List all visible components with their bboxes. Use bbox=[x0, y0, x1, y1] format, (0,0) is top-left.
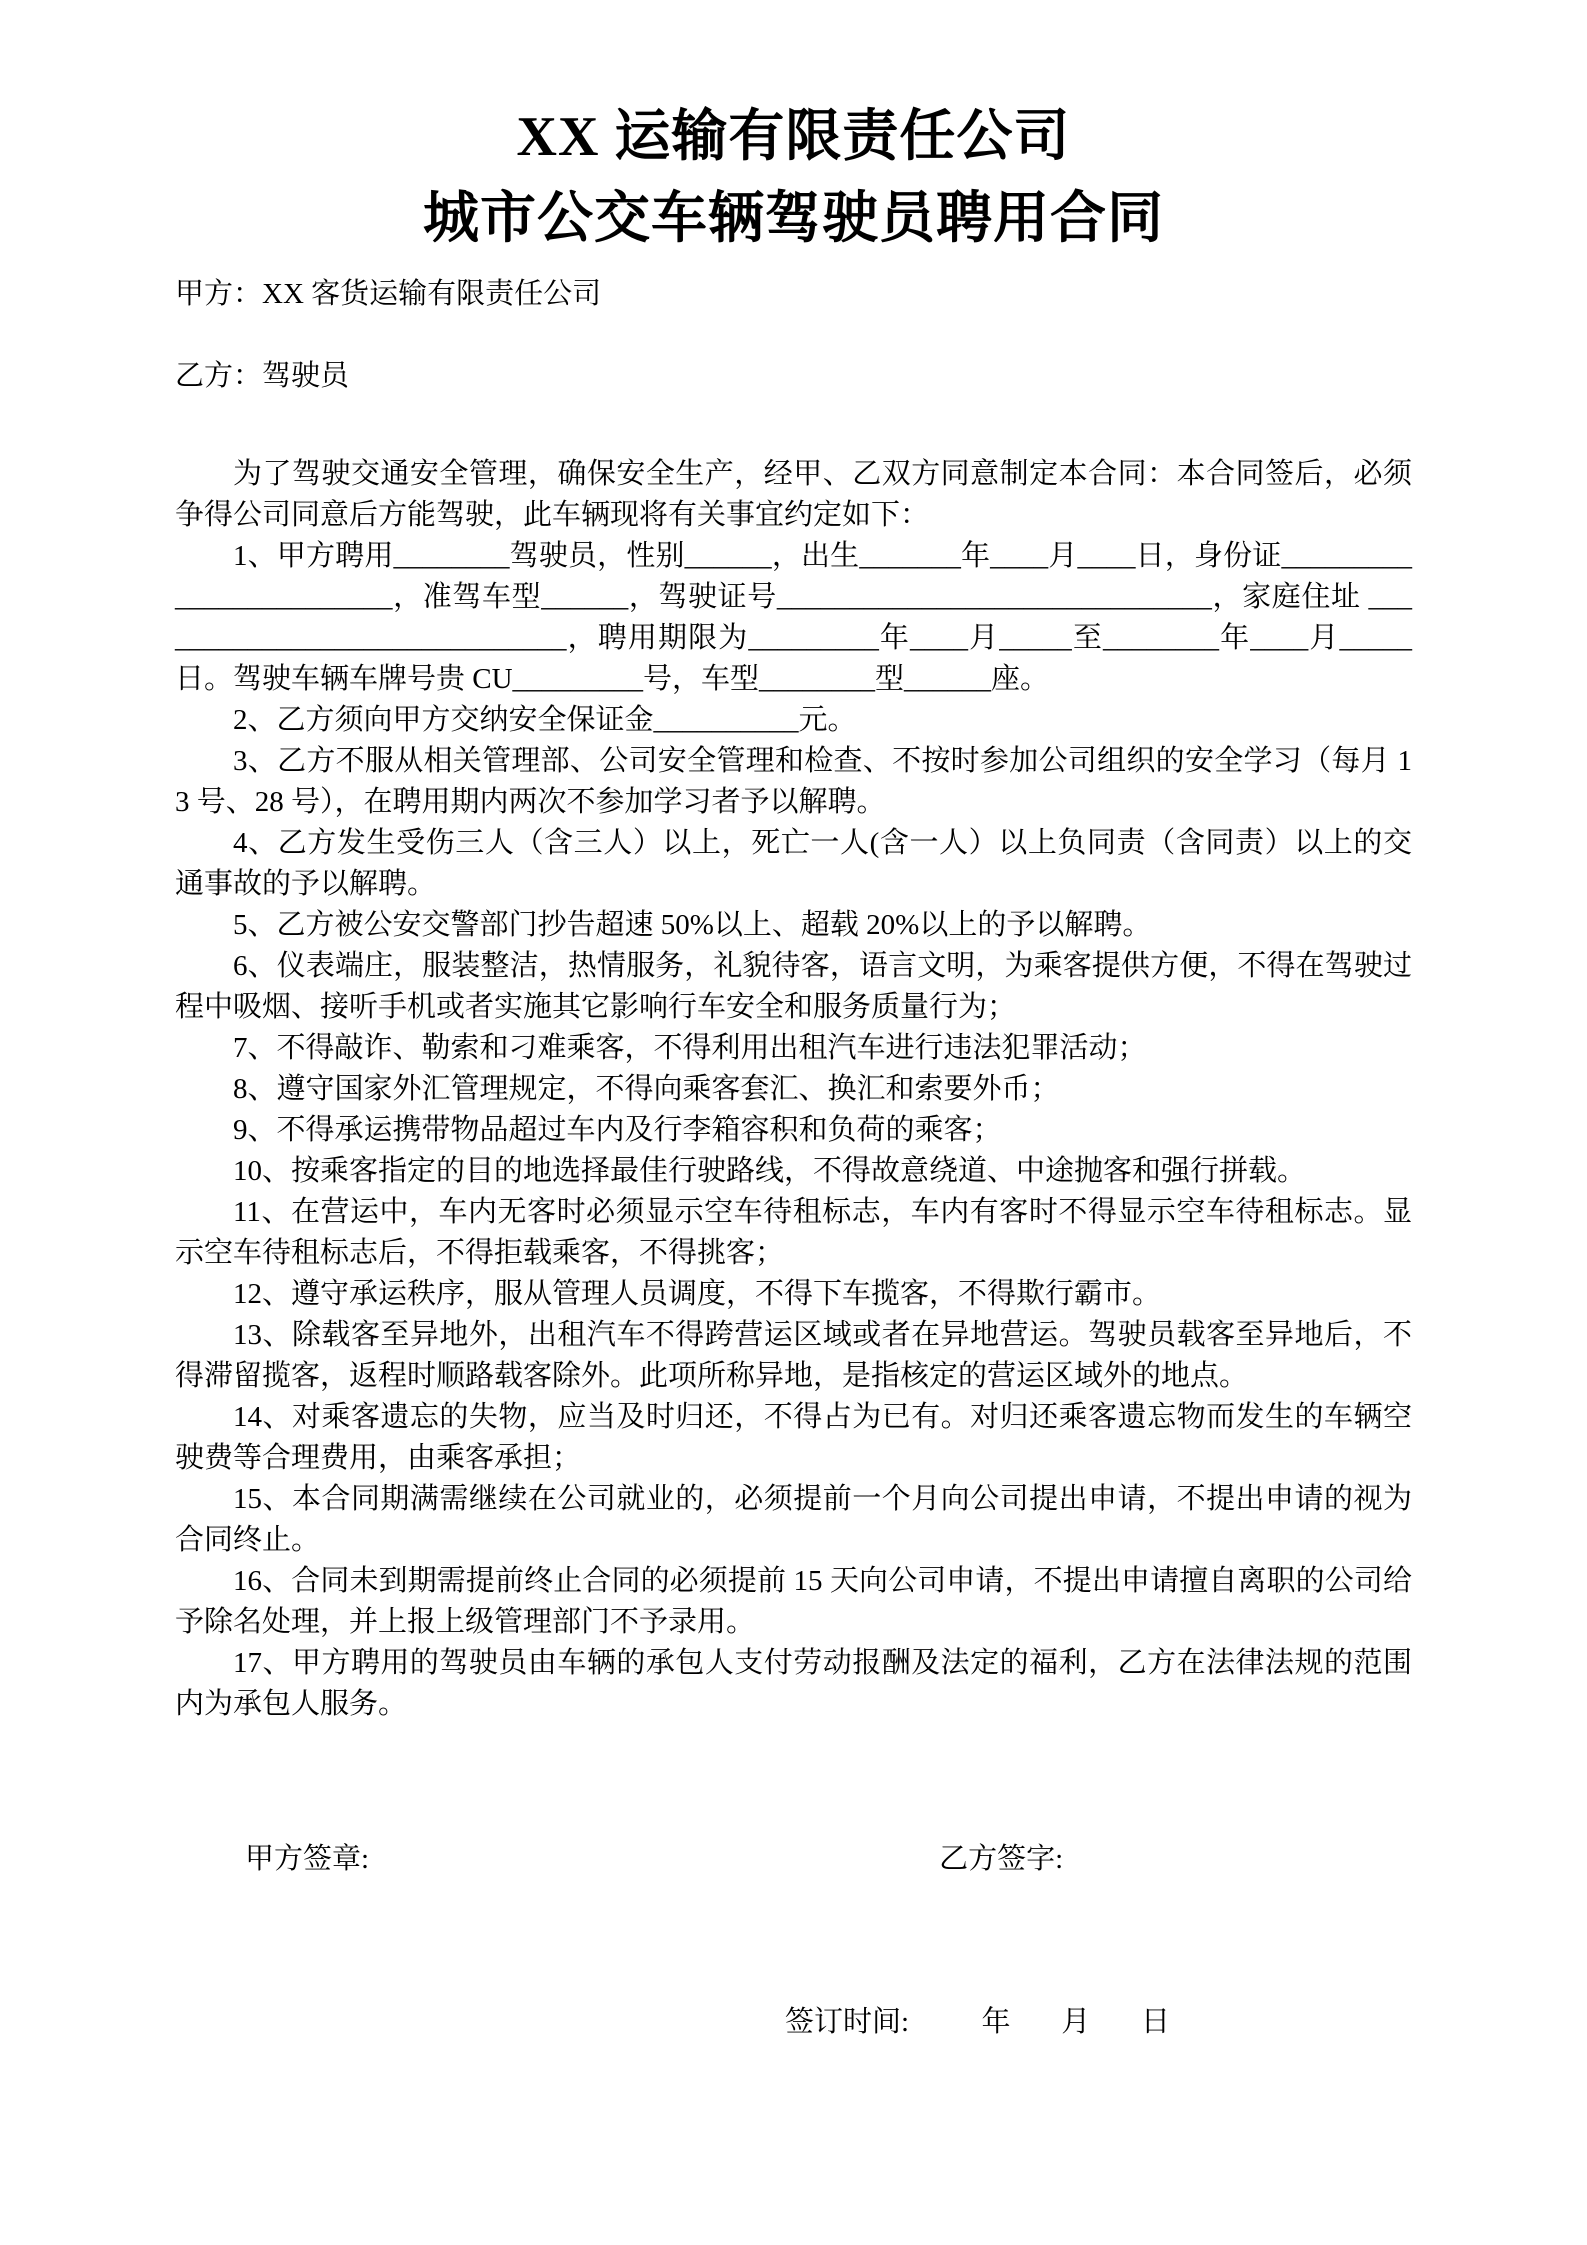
doc-title-line-1: XX 运输有限责任公司 bbox=[516, 106, 1071, 168]
clause-14: 14、对乘客遗忘的失物，应当及时归还，不得占为已有。对归还乘客遗忘物而发生的车辆空驶费等合理费用，由乘客承担； bbox=[175, 1401, 1412, 1474]
intro-paragraph: 为了驾驶交通安全管理，确保安全生产，经甲、乙双方同意制定本合同：本合同签后，必须争得公司同意后方能驾驶，此车辆现将有关事宜约定如下： bbox=[175, 458, 1412, 531]
clause-11: 11、在营运中，车内无客时必须显示空车待租标志，车内有客时不得显示空车待租标志。显示空车待租标志后，不得拒载乘客，不得挑客； bbox=[175, 1196, 1412, 1269]
doc-title-line-2: 城市公交车辆驾驶员聘用合同 bbox=[423, 188, 1164, 250]
clause-5: 5、乙方被公安交警部门抄告超速 50%以上、超载 20%以上的予以解聘。 bbox=[233, 909, 1152, 941]
clause-8: 8、遵守国家外汇管理规定，不得向乘客套汇、换汇和索要外币； bbox=[233, 1073, 1060, 1105]
clause-3: 3、乙方不服从相关管理部、公司安全管理和检查、不按时参加公司组织的安全学习（每月 13 号、28 号），在聘用期内两次不参加学习者予以解聘。 bbox=[175, 745, 1412, 818]
clause-12: 12、遵守承运秩序，服从管理人员调度，不得下车揽客，不得欺行霸市。 bbox=[233, 1278, 1162, 1310]
clause-1: 1、甲方聘用________驾驶员，性别______，出生_______年____月____日，身份证________________________，准驾车型______，驾驶证号______________________________，家庭住址 ______________________________，聘用期限为_________年____月_____至________年____月_____日。驾驶车辆车牌号贵 CU_________号，车型________型______座。 bbox=[175, 540, 1412, 695]
clause-6: 6、仪表端庄，服装整洁，热情服务，礼貌待客，语言文明，为乘客提供方便，不得在驾驶过程中吸烟、接听手机或者实施其它影响行车安全和服务质量行为； bbox=[175, 950, 1412, 1023]
signing-date-line: 签订时间: 年 月 日 bbox=[785, 2006, 1171, 2038]
party-a-signature-label: 甲方签章: bbox=[245, 1843, 370, 1875]
clause-15: 15、本合同期满需继续在公司就业的，必须提前一个月向公司提出申请，不提出申请的视为合同终止。 bbox=[175, 1483, 1412, 1556]
clause-13: 13、除载客至异地外，出租汽车不得跨营运区域或者在异地营运。驾驶员载客至异地后，不得滞留揽客，返程时顺路载客除外。此项所称异地，是指核定的营运区域外的地点。 bbox=[175, 1319, 1412, 1392]
clause-4: 4、乙方发生受伤三人（含三人）以上，死亡一人(含一人）以上负同责（含同责）以上的交通事故的予以解聘。 bbox=[175, 827, 1412, 900]
clause-2: 2、乙方须向甲方交纳安全保证金__________元。 bbox=[233, 704, 857, 736]
clause-7: 7、不得敲诈、勒索和刁难乘客，不得利用出租汽车进行违法犯罪活动； bbox=[233, 1032, 1147, 1064]
signature-row bbox=[175, 1839, 1412, 1880]
party-b-line: 乙方：驾驶员 bbox=[175, 360, 350, 392]
clause-10: 10、按乘客指定的目的地选择最佳行驶路线，不得故意绕道、中途抛客和强行拼载。 bbox=[233, 1155, 1307, 1187]
clause-16: 16、合同未到期需提前终止合同的必须提前 15 天向公司申请，不提出申请擅自离职的公司给予除名处理，并上报上级管理部门不予录用。 bbox=[175, 1565, 1412, 1638]
clause-9: 9、不得承运携带物品超过车内及行李箱容积和负荷的乘客； bbox=[233, 1114, 1002, 1146]
party-b-signature-label: 乙方签字: bbox=[939, 1843, 1064, 1875]
clause-17: 17、甲方聘用的驾驶员由车辆的承包人支付劳动报酬及法定的福利，乙方在法律法规的范围内为承包人服务。 bbox=[175, 1647, 1412, 1720]
party-a-line: 甲方：XX 客货运输有限责任公司 bbox=[175, 278, 602, 310]
